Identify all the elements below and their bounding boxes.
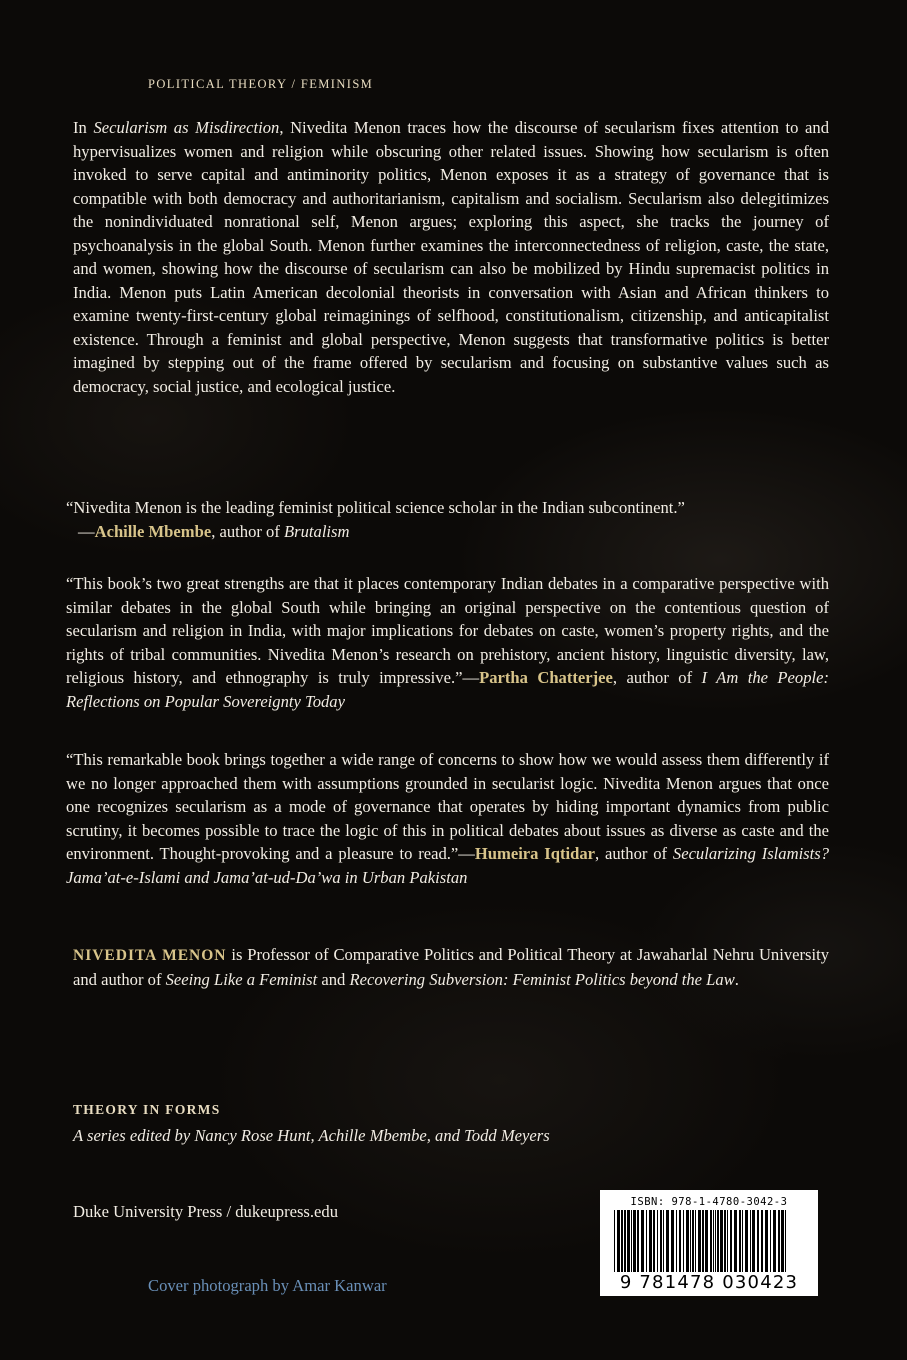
book-description: [73, 116, 829, 398]
barcode-bar: [621, 1210, 623, 1272]
barcode-bar: [683, 1210, 684, 1272]
barcode-bar: [785, 1210, 786, 1272]
barcode-bar: [690, 1210, 691, 1272]
isbn-label: ISBN: 978-1-4780-3042-3: [630, 1196, 788, 1208]
barcode-bar: [705, 1210, 708, 1272]
cover-photo-credit: Cover photograph by Amar Kanwar: [148, 1276, 387, 1295]
endorser-work: Brutalism: [284, 521, 350, 541]
barcode-bar: [646, 1210, 647, 1272]
barcode-bar: [710, 1210, 712, 1272]
barcode-bar: [698, 1210, 701, 1272]
book-title: Secularism as Misdirection: [93, 118, 280, 137]
barcode-bar: [727, 1210, 728, 1272]
description-body: , Nivedita Menon traces how the discourse of secularism fixes attention to and hypervisualizes women and religion while obscuring other related issues. Showing how secularism is often invoked to serve capital and antiminority politics, Menon exposes it as a strategy of governance that is compatible with both democracy and authoritarianism, capitalism and socialism. Secularism also delegitimizes the nonindividuated nonrational self, Menon argues; exploring this aspect, she tracks the journey of psychoanalysis in the global South. Menon further examines the interconnectedness of religion, caste, the state, and women, showing how the discourse of secularism can also be mobilized by Hindu supremacist politics in India. Menon puts Latin American decolonial theorists in conversation with Asian and African thinkers to examine twenty-first-century global reimaginings of selfhood, constitutionalism, citizenship, and anticapitalist existence. Through a feminist and global perspective, Menon suggests that transformative politics is better imagined by stepping out of the frame offered by secularism and focusing on substantive values such as democracy, social justice, and ecological justice.: [73, 118, 829, 396]
endorsement-2: “This book’s two great strengths are that it places contemporary Indian debates in a comparative perspective with similar debates in the global South while bringing an original perspective on the contentious question of secularism and religion in India, with major implications for debates on caste, women’s property rights, and the rights of tribal communities. Nivedita Menon’s research on prehistory, ancient history, linguistic diversity, law, religious history, and ethnography is truly impressive.”—Partha Chatterjee, author of I Am the People: Reflections on Popular Sovereignty Today: [66, 574, 830, 711]
barcode-bar: [617, 1210, 620, 1272]
barcode-bar: [715, 1210, 716, 1272]
barcode-bar: [637, 1210, 639, 1272]
barcode-bar: [757, 1210, 759, 1272]
author-bio: NIVEDITA MENON is Professor of Comparative Politics and Political Theory at Jawaharlal Nehru University and author of Seeing Like a Feminist and Recovering Subversion: Feminist Politics beyond the Law.: [73, 945, 829, 989]
series-editors: A series edited by Nancy Rose Hunt, Achille Mbembe, and Todd Meyers: [73, 1126, 550, 1145]
endorser-name: Partha Chatterjee: [479, 668, 613, 687]
barcode-digits: 9 781478 030423: [619, 1272, 799, 1293]
barcode-bar: [660, 1210, 662, 1272]
barcode-bar: [641, 1210, 644, 1272]
endorsement-1: [66, 496, 829, 543]
barcode-bar: [692, 1210, 694, 1272]
author-work-1: Seeing Like a Feminist: [165, 969, 318, 989]
endorsement-text: “Nivedita Menon is the leading feminist political science scholar in the Indian subcontinent.”: [66, 498, 685, 517]
endorsement-text: “This book’s two great strengths are that it places contemporary Indian debates in a comparative perspective with similar debates in the global South while bringing an original perspective on the contentious question of secularism and religion in India, with major implications for debates on caste, women’s property rights, and the rights of tribal communities. Nivedita Menon’s research on prehistory, ancient history, linguistic diversity, law, religious history, and ethnography is truly impressive.”: [66, 574, 829, 687]
barcode-bar: [666, 1210, 669, 1272]
barcode-bar: [624, 1210, 626, 1272]
endorsement-attribution: —Achille Mbembe, author of Brutalism: [78, 521, 350, 541]
description-prefix: In: [73, 118, 94, 137]
barcode-bar: [717, 1210, 719, 1272]
isbn-barcode: [600, 1190, 818, 1296]
barcode-bar: [679, 1210, 681, 1272]
publisher-line: Duke University Press / dukeupress.edu: [73, 1202, 338, 1221]
barcode-bar: [614, 1210, 615, 1272]
barcode-bar: [752, 1210, 755, 1272]
barcode-bar: [724, 1210, 726, 1272]
author-work-2: Recovering Subversion: Feminist Politics beyond the Law: [349, 969, 735, 989]
barcode-bar: [695, 1210, 696, 1272]
endorsement-3: “This remarkable book brings together a wide range of concerns to show how we would assess them differently if we no longer approached them with assumptions grounded in secularist logic. Nivedita Menon argues that once one recognizes secularism as a mode of governance that operates by hiding important dynamics from public scrutiny, it becomes possible to trace the logic of this in political debates about issues as diverse as caste and the environment. Thought-provoking and a pleasure to read.”—Humeira Iqtidar, author of Secularizing Islamists? Jama’at-e-Islami and Jama’at-ud-Da’wa in Urban Pakistan: [66, 750, 830, 887]
barcode-bar: [649, 1210, 652, 1272]
endorser-work: I Am the People: Reflections on Popular Sovereignty Today: [66, 668, 830, 711]
barcode-bar: [770, 1210, 771, 1272]
endorser-name: Achille Mbembe: [94, 521, 212, 541]
barcode-bar: [773, 1210, 776, 1272]
barcode-bars: [612, 1210, 806, 1272]
barcode-bar: [671, 1210, 674, 1272]
barcode-bar: [745, 1210, 748, 1272]
barcode-bar: [657, 1210, 658, 1272]
category-label: POLITICAL THEORY / FEMINISM: [148, 77, 374, 91]
barcode-bar: [742, 1210, 743, 1272]
endorser-work: Secularizing Islamists? Jama’at-e-Islami and Jama’at-ud-Da’wa in Urban Pakistan: [66, 844, 830, 887]
barcode-bar: [761, 1210, 763, 1272]
barcode-bar: [781, 1210, 784, 1272]
barcode-bar: [631, 1210, 632, 1272]
barcode-bar: [734, 1210, 737, 1272]
barcode-bar: [739, 1210, 741, 1272]
barcode-bar: [627, 1210, 630, 1272]
barcode-bar: [750, 1210, 751, 1272]
barcode-bar: [676, 1210, 677, 1272]
barcode-bar: [653, 1210, 655, 1272]
barcode-bar: [633, 1210, 636, 1272]
barcode-bar: [765, 1210, 768, 1272]
series-title: THEORY IN FORMS: [73, 1102, 221, 1117]
barcode-bar: [702, 1210, 704, 1272]
barcode-bar: [720, 1210, 723, 1272]
barcode-bar: [778, 1210, 780, 1272]
endorser-name: Humeira Iqtidar: [474, 844, 596, 863]
barcode-bar: [713, 1210, 714, 1272]
barcode-bar: [663, 1210, 664, 1272]
barcode-bar: [686, 1210, 689, 1272]
endorsement-text: “This remarkable book brings together a wide range of concerns to show how we would assess them differently if we no longer approached them with assumptions grounded in secularist logic. Nivedita Menon argues that once one recognizes secularism as a mode of governance that operates by hiding important dynamics from public scrutiny, it becomes possible to trace the logic of this in political debates about issues as diverse as caste and the environment. Thought-provoking and a pleasure to read.”: [66, 750, 829, 863]
author-name: NIVEDITA MENON: [73, 947, 227, 964]
barcode-bar: [730, 1210, 732, 1272]
